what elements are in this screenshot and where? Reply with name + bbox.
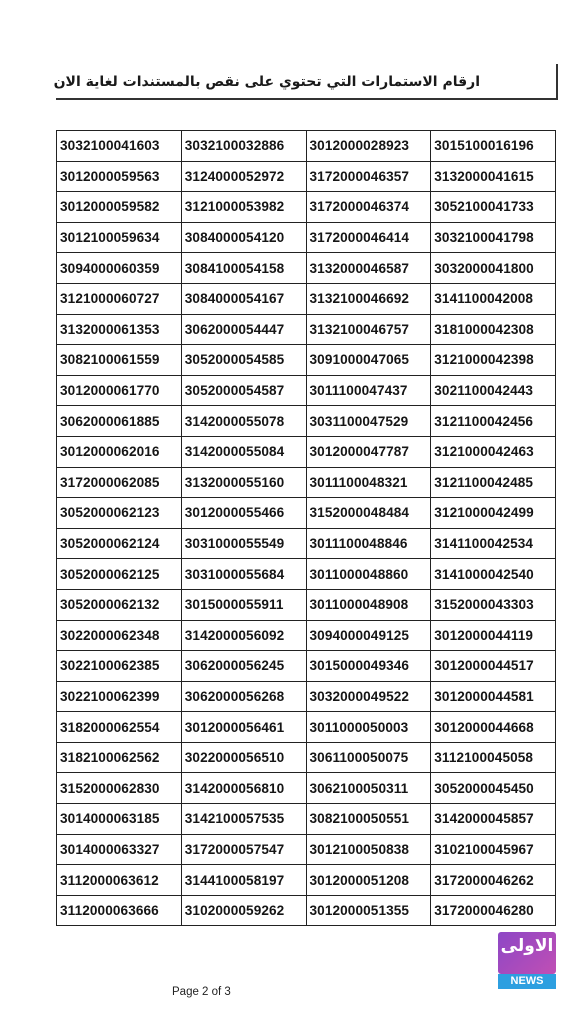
table-cell: 3031100047529: [306, 406, 431, 437]
table-cell: 3094000049125: [306, 620, 431, 651]
table-cell: 3012000055466: [181, 498, 306, 529]
table-cell: 3052100041733: [431, 192, 556, 223]
table-cell: 3052000054585: [181, 345, 306, 376]
table-cell: 3172000062085: [57, 467, 182, 498]
table-cell: 3015100016196: [431, 131, 556, 162]
table-cell: 3011100047437: [306, 375, 431, 406]
table-cell: 3031000055684: [181, 559, 306, 590]
table-cell: 3052000045450: [431, 773, 556, 804]
table-cell: 3132000061353: [57, 314, 182, 345]
table-cell: 3152000062830: [57, 773, 182, 804]
table-row: [57, 804, 556, 835]
table-row: [57, 773, 556, 804]
table-row: [57, 742, 556, 773]
table-cell: 3082100061559: [57, 345, 182, 376]
table-row: [57, 589, 556, 620]
table-cell: 3014000063185: [57, 804, 182, 835]
table-cell: 3021100042443: [431, 375, 556, 406]
table-cell: 3061100050075: [306, 742, 431, 773]
table-row: [57, 161, 556, 192]
table-cell: 3011100048321: [306, 467, 431, 498]
table-row: [57, 406, 556, 437]
table-cell: 3012000062016: [57, 436, 182, 467]
table-cell: 3121000053982: [181, 192, 306, 223]
table-cell: 3141100042008: [431, 283, 556, 314]
table-cell: 3102000059262: [181, 895, 306, 926]
table-cell: 3012100059634: [57, 222, 182, 253]
table-cell: 3172000046374: [306, 192, 431, 223]
table-row: [57, 498, 556, 529]
table-row: [57, 559, 556, 590]
table-row: [57, 834, 556, 865]
table-cell: 3032000049522: [306, 681, 431, 712]
table-cell: 3012000028923: [306, 131, 431, 162]
table-row: [57, 712, 556, 743]
page-number: Page 2 of 3: [172, 986, 231, 998]
logo-text: الاولى: [500, 936, 554, 956]
table-row: [57, 131, 556, 162]
table-cell: 3012000044668: [431, 712, 556, 743]
table-cell: 3094000060359: [57, 253, 182, 284]
page-title: ارقام الاستمارات التي تحتوي على نقص بالمستندات لغاية الان: [53, 74, 480, 90]
table-cell: 3062000056245: [181, 651, 306, 682]
table-cell: 3062100050311: [306, 773, 431, 804]
table-row: [57, 651, 556, 682]
table-cell: 3172000046414: [306, 222, 431, 253]
table-cell: 3172000057547: [181, 834, 306, 865]
table-row: [57, 467, 556, 498]
table-row: [57, 345, 556, 376]
table-row: [57, 620, 556, 651]
table-cell: 3172000046280: [431, 895, 556, 926]
table-cell: 3132100046757: [306, 314, 431, 345]
table-cell: 3172000046357: [306, 161, 431, 192]
table-cell: 3152000043303: [431, 589, 556, 620]
table-cell: 3012000047787: [306, 436, 431, 467]
table-cell: 3062000061885: [57, 406, 182, 437]
table-cell: 3152000048484: [306, 498, 431, 529]
table-cell: 3121100042485: [431, 467, 556, 498]
table-cell: 3142000055078: [181, 406, 306, 437]
table-cell: 3012000056461: [181, 712, 306, 743]
table-cell: 3142000056092: [181, 620, 306, 651]
news-logo: [498, 932, 556, 990]
table-cell: 3112100045058: [431, 742, 556, 773]
table-cell: 3132000046587: [306, 253, 431, 284]
logo-news-label: NEWS: [498, 974, 556, 989]
table-cell: 3032000041800: [431, 253, 556, 284]
table-cell: 3011000050003: [306, 712, 431, 743]
table-cell: 3082100050551: [306, 804, 431, 835]
table-cell: 3132000041615: [431, 161, 556, 192]
table-cell: 3022000062348: [57, 620, 182, 651]
table-cell: 3022100062385: [57, 651, 182, 682]
table-cell: 3121000060727: [57, 283, 182, 314]
table-cell: 3084000054120: [181, 222, 306, 253]
table-cell: 3011000048860: [306, 559, 431, 590]
table-cell: 3172000046262: [431, 865, 556, 896]
table-row: [57, 314, 556, 345]
table-row: [57, 192, 556, 223]
logo-badge: [498, 932, 556, 974]
table-cell: 3084000054167: [181, 283, 306, 314]
table-cell: 3012000044517: [431, 651, 556, 682]
table-cell: 3121000042463: [431, 436, 556, 467]
table-cell: 3142000045857: [431, 804, 556, 835]
table-cell: 3182000062554: [57, 712, 182, 743]
table-cell: 3022100062399: [57, 681, 182, 712]
table-cell: 3052000062125: [57, 559, 182, 590]
table-cell: 3032100041798: [431, 222, 556, 253]
table-row: [57, 528, 556, 559]
table-cell: 3052000062132: [57, 589, 182, 620]
table-cell: 3121100042456: [431, 406, 556, 437]
table-cell: 3012100050838: [306, 834, 431, 865]
table-cell: 3022000056510: [181, 742, 306, 773]
table-cell: 3012000044581: [431, 681, 556, 712]
table-cell: 3181000042308: [431, 314, 556, 345]
table-cell: 3124000052972: [181, 161, 306, 192]
table-cell: 3015000049346: [306, 651, 431, 682]
table-row: [57, 375, 556, 406]
table-cell: 3141000042540: [431, 559, 556, 590]
table-cell: 3084100054158: [181, 253, 306, 284]
table-cell: 3012000061770: [57, 375, 182, 406]
table-cell: 3011000048908: [306, 589, 431, 620]
table-row: [57, 283, 556, 314]
table-row: [57, 222, 556, 253]
table-cell: 3032100032886: [181, 131, 306, 162]
table-row: [57, 681, 556, 712]
table-cell: 3141100042534: [431, 528, 556, 559]
table-cell: 3012000044119: [431, 620, 556, 651]
table-cell: 3014000063327: [57, 834, 182, 865]
table-cell: 3012000059563: [57, 161, 182, 192]
table-cell: 3121000042499: [431, 498, 556, 529]
table-row: [57, 895, 556, 926]
table-cell: 3011100048846: [306, 528, 431, 559]
table-cell: 3015000055911: [181, 589, 306, 620]
table-cell: 3062000054447: [181, 314, 306, 345]
table-cell: 3052000062124: [57, 528, 182, 559]
form-numbers-table: [56, 130, 556, 926]
table-row: [57, 253, 556, 284]
table-body: [57, 131, 556, 926]
table-row: [57, 436, 556, 467]
table-cell: 3012000059582: [57, 192, 182, 223]
table-cell: 3142000055084: [181, 436, 306, 467]
table-cell: 3144100058197: [181, 865, 306, 896]
table-cell: 3182100062562: [57, 742, 182, 773]
header-frame: [53, 64, 558, 100]
table-cell: 3142000056810: [181, 773, 306, 804]
table-cell: 3062000056268: [181, 681, 306, 712]
table-cell: 3032100041603: [57, 131, 182, 162]
table-cell: 3132000055160: [181, 467, 306, 498]
table-cell: 3121000042398: [431, 345, 556, 376]
table-cell: 3091000047065: [306, 345, 431, 376]
table-cell: 3112000063612: [57, 865, 182, 896]
table-row: [57, 865, 556, 896]
table-cell: 3012000051208: [306, 865, 431, 896]
table-cell: 3102100045967: [431, 834, 556, 865]
table-cell: 3052000062123: [57, 498, 182, 529]
table-cell: 3031000055549: [181, 528, 306, 559]
table-cell: 3012000051355: [306, 895, 431, 926]
table-cell: 3142100057535: [181, 804, 306, 835]
table-cell: 3052000054587: [181, 375, 306, 406]
table-cell: 3112000063666: [57, 895, 182, 926]
table-cell: 3132100046692: [306, 283, 431, 314]
